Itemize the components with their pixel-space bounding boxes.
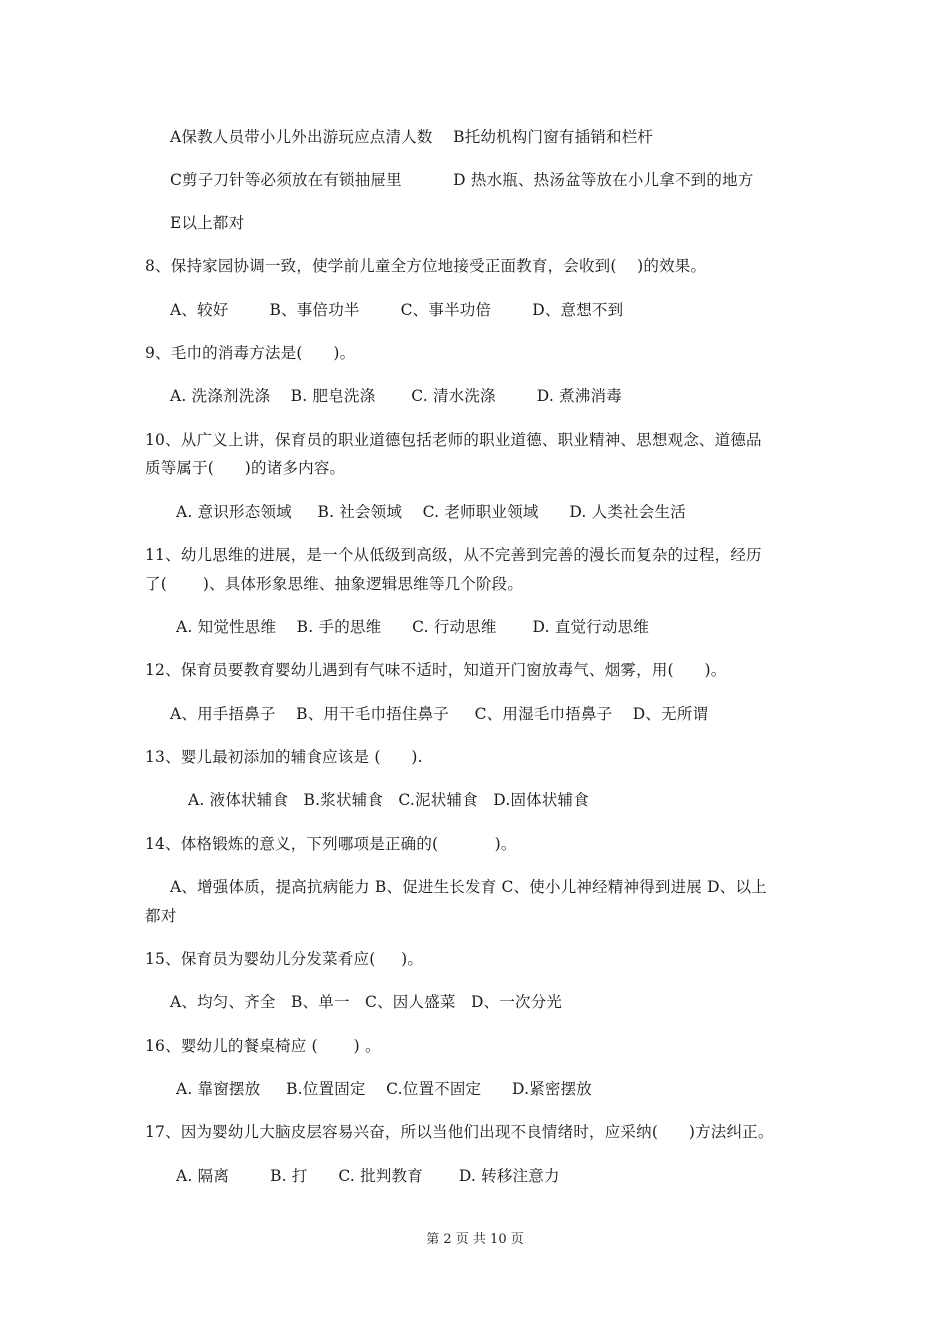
- question-10-options: A. 意识形态领域 B. 社会领域 C. 老师职业领域 D. 人类社会生活: [176, 503, 686, 521]
- question-11-options: A. 知觉性思维 B. 手的思维 C. 行动思维 D. 直觉行动思维: [176, 618, 650, 636]
- question-16-options: A. 靠窗摆放 B.位置固定 C.位置不固定 D.紧密摆放: [176, 1080, 593, 1098]
- question-15-options: A、均匀、齐全 B、单一 C、因人盛菜 D、一次分光: [170, 993, 563, 1011]
- question-11-line-2: 了( )、具体形象思维、抽象逻辑思维等几个阶段。: [145, 575, 524, 593]
- question-12-options: A、用手捂鼻子 B、用干毛巾捂住鼻子 C、用湿毛巾捂鼻子 D、无所谓: [170, 705, 709, 723]
- question-10-line-1: 10、从广义上讲，保育员的职业道德包括老师的职业道德、职业精神、思想观念、道德品: [145, 431, 762, 449]
- question-8-options: A、较好 B、事倍功半 C、事半功倍 D、意想不到: [170, 301, 624, 319]
- question-15: 15、保育员为婴幼儿分发菜肴应( )。: [145, 950, 424, 968]
- question-7-option-e: E以上都对: [170, 214, 245, 232]
- question-17: 17、因为婴幼儿大脑皮层容易兴奋，所以当他们出现不良情绪时，应采纳( )方法纠正。: [145, 1123, 774, 1141]
- question-8: 8、保持家园协调一致，使学前儿童全方位地接受正面教育，会收到( )的效果。: [145, 257, 707, 275]
- question-14-options-line-2: 都对: [145, 907, 177, 925]
- question-12: 12、保育员要教育婴幼儿遇到有气味不适时，知道开门窗放毒气、烟雾，用( )。: [145, 661, 727, 679]
- question-10-line-2: 质等属于( )的诸多内容。: [145, 459, 346, 477]
- question-9-options: A. 洗涤剂洗涤 B. 肥皂洗涤 C. 清水洗涤 D. 煮沸消毒: [170, 387, 622, 405]
- question-14-options-line-1: A、增强体质，提高抗病能力 B、促进生长发育 C、使小儿神经精神得到进展 D、以上: [170, 878, 767, 896]
- question-7-options-ab: A保教人员带小儿外出游玩应点清人数 B托幼机构门窗有插销和栏杆: [170, 128, 654, 146]
- question-13-options: A. 液体状辅食 B.浆状辅食 C.泥状辅食 D.固体状辅食: [188, 791, 589, 809]
- question-11-line-1: 11、幼儿思维的进展，是一个从低级到高级，从不完善到完善的漫长而复杂的过程，经历: [145, 546, 762, 564]
- page-footer: 第 2 页 共 10 页: [426, 1232, 524, 1247]
- question-13: 13、婴儿最初添加的辅食应该是 ( ).: [145, 748, 423, 766]
- question-9: 9、毛巾的消毒方法是( )。: [145, 344, 356, 362]
- question-14: 14、体格锻炼的意义，下列哪项是正确的( )。: [145, 835, 517, 853]
- question-7-options-cd: C剪子刀针等必须放在有锁抽屉里 D 热水瓶、热汤盆等放在小儿拿不到的地方: [170, 171, 754, 189]
- question-17-options: A. 隔离 B. 打 C. 批判教育 D. 转移注意力: [176, 1167, 560, 1185]
- question-16: 16、婴幼儿的餐桌椅应 ( ) 。: [145, 1037, 381, 1055]
